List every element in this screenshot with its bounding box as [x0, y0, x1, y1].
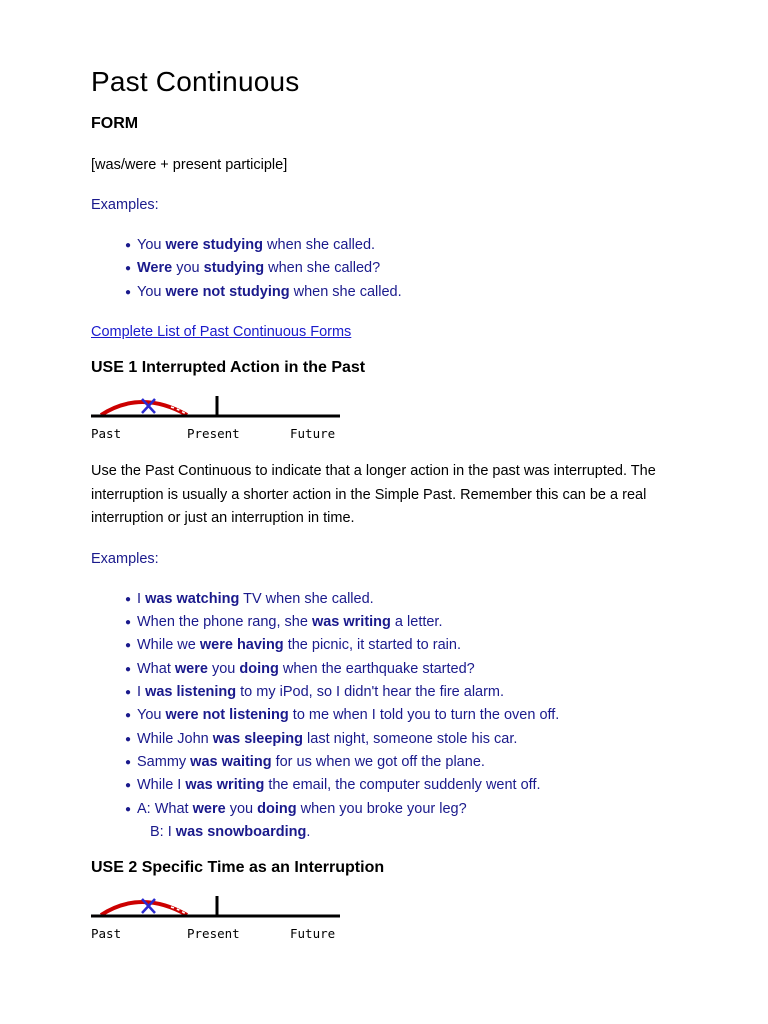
list-item: ● What were you doing when the earthquake started? — [125, 661, 475, 677]
bullet-icon: ● — [125, 287, 132, 298]
use1-explanation: Use the Past Continuous to indicate that a longer action in the past was interrupted. The interruption is usually a shorter action in the Simple Past. Remember this can be a real interruption or just an interruption in time. — [91, 463, 656, 526]
list-item: ● I was listening to my iPod, so I didn't hear the fire alarm. — [125, 684, 505, 700]
bullet-icon: ● — [125, 617, 132, 628]
form-formula: [was/were + present participle] — [91, 157, 288, 173]
bullet-icon: ● — [125, 263, 132, 274]
past-continuous-forms-link[interactable]: Complete List of Past Continuous Forms — [91, 324, 352, 340]
use1-heading: USE 1 Interrupted Action in the Past — [91, 359, 366, 376]
bullet-icon: ● — [125, 240, 132, 251]
bullet-icon: ● — [125, 734, 132, 745]
bullet-icon: ● — [125, 757, 132, 768]
bullet-icon: ● — [125, 780, 132, 791]
use2-heading: USE 2 Specific Time as an Interruption — [91, 859, 385, 876]
timeline-label-past: Past — [91, 426, 122, 441]
dialog-reply: B: I was snowboarding. — [150, 824, 311, 840]
list-item: ● A: What were you doing when you broke your leg? — [125, 801, 467, 817]
bullet-icon: ● — [125, 710, 132, 721]
list-item: ● You were not studying when she called. — [125, 284, 402, 300]
page-title: Past Continuous — [91, 66, 300, 97]
timeline-label-present: Present — [187, 926, 240, 941]
list-item: ● I was watching TV when she called. — [125, 591, 374, 607]
timeline-label-past: Past — [91, 926, 122, 941]
bullet-icon: ● — [125, 804, 132, 815]
bullet-icon: ● — [125, 594, 132, 605]
list-item: ● You were studying when she called. — [125, 237, 376, 253]
list-item: ● While John was sleeping last night, someone stole his car. — [125, 731, 518, 747]
examples-label: Examples: — [91, 197, 159, 213]
list-item: ● Sammy was waiting for us when we got off the plane. — [125, 754, 485, 770]
list-item: ● You were not listening to me when I told you to turn the oven off. — [125, 707, 560, 723]
timeline-label-present: Present — [187, 426, 240, 441]
timeline-diagram — [91, 893, 343, 941]
examples-label: Examples: — [91, 551, 159, 567]
timeline-diagram — [91, 393, 343, 441]
list-item: ● While I was writing the email, the computer suddenly went off. — [125, 777, 541, 793]
timeline-label-future: Future — [290, 426, 336, 441]
timeline-label-future: Future — [290, 926, 336, 941]
bullet-icon: ● — [125, 640, 132, 651]
list-item: ● While we were having the picnic, it started to rain. — [125, 637, 461, 653]
action-arc — [101, 902, 187, 915]
action-arc — [101, 402, 187, 415]
bullet-icon: ● — [125, 687, 132, 698]
form-heading: FORM — [91, 115, 139, 132]
list-item: ● When the phone rang, she was writing a letter. — [125, 614, 443, 630]
bullet-icon: ● — [125, 664, 132, 675]
list-item: ● Were you studying when she called? — [125, 260, 381, 276]
